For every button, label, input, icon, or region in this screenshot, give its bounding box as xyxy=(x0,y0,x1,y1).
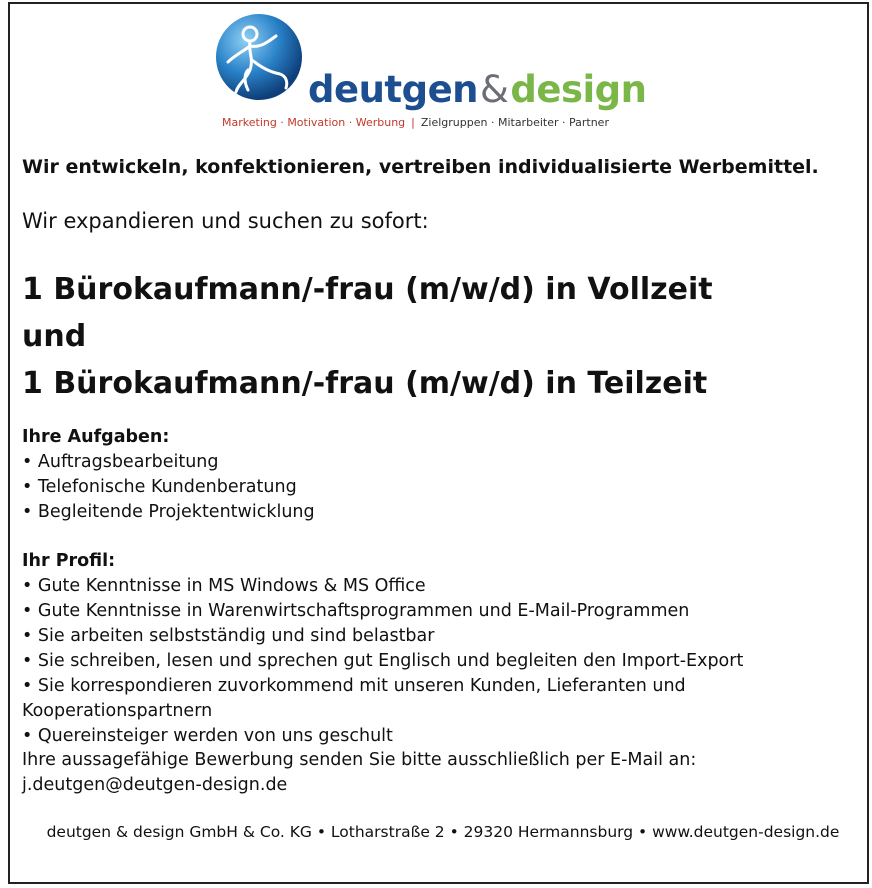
list-item: • Sie arbeiten selbstständig und sind belastbar xyxy=(22,624,872,649)
logo-ampersand: & xyxy=(480,68,509,111)
list-item: • Gute Kenntnisse in Warenwirtschaftsprogrammen und E-Mail-Programmen xyxy=(22,599,872,624)
company-logo xyxy=(214,12,647,137)
logo-wordmark xyxy=(308,68,647,111)
job-title-parttime: 1 Bürokaufmann/-frau (m/w/d) in Teilzeit xyxy=(22,366,708,401)
list-item: • Begleitende Projektentwicklung xyxy=(22,500,315,525)
list-item: • Sie schreiben, lesen und sprechen gut Englisch und begleiten den Import-Export xyxy=(22,649,872,674)
application-email[interactable]: j.deutgen@deutgen-design.de xyxy=(22,775,288,795)
list-item: • Quereinsteiger werden von uns geschult xyxy=(22,724,872,749)
job-connector: und xyxy=(22,319,87,354)
job-title-fulltime: 1 Bürokaufmann/-frau (m/w/d) in Vollzeit xyxy=(22,272,713,307)
tasks-list xyxy=(22,450,315,525)
logo-word-deutgen: deutgen xyxy=(308,68,479,111)
list-item: • Gute Kenntnisse in MS Windows & MS Office xyxy=(22,574,872,599)
globe-figure-icon xyxy=(214,12,304,102)
footer-contact: deutgen & design GmbH & Co. KG • Lotharstraße 2 • 29320 Hermannsburg • www.deutgen-design.de xyxy=(46,823,840,841)
slogan-right: Zielgruppen · Mitarbeiter · Partner xyxy=(420,116,609,129)
intro-text: Wir expandieren und suchen zu sofort: xyxy=(22,209,429,233)
list-item: • Auftragsbearbeitung xyxy=(22,450,315,475)
headline: Wir entwickeln, konfektionieren, vertreiben individualisierte Werbemittel. xyxy=(22,156,819,178)
application-text: Ihre aussagefähige Bewerbung senden Sie bitte ausschließlich per E-Mail an: xyxy=(22,750,697,770)
application-section xyxy=(22,748,696,798)
job-titles xyxy=(22,266,713,407)
list-item: • Telefonische Kundenberatung xyxy=(22,475,315,500)
list-item: • Sie korrespondieren zuvorkommend mit unseren Kunden, Lieferanten und Kooperationspartnern xyxy=(22,674,872,724)
profile-list xyxy=(22,574,872,749)
logo-slogan xyxy=(222,116,609,129)
slogan-separator: | xyxy=(411,116,415,129)
slogan-left: Marketing · Motivation · Werbung xyxy=(222,116,406,129)
profile-heading: Ihr Profil: xyxy=(22,551,116,571)
tasks-heading: Ihre Aufgaben: xyxy=(22,427,170,447)
logo-word-design: design xyxy=(510,68,647,111)
profile-section xyxy=(22,549,872,749)
tasks-section xyxy=(22,425,315,525)
